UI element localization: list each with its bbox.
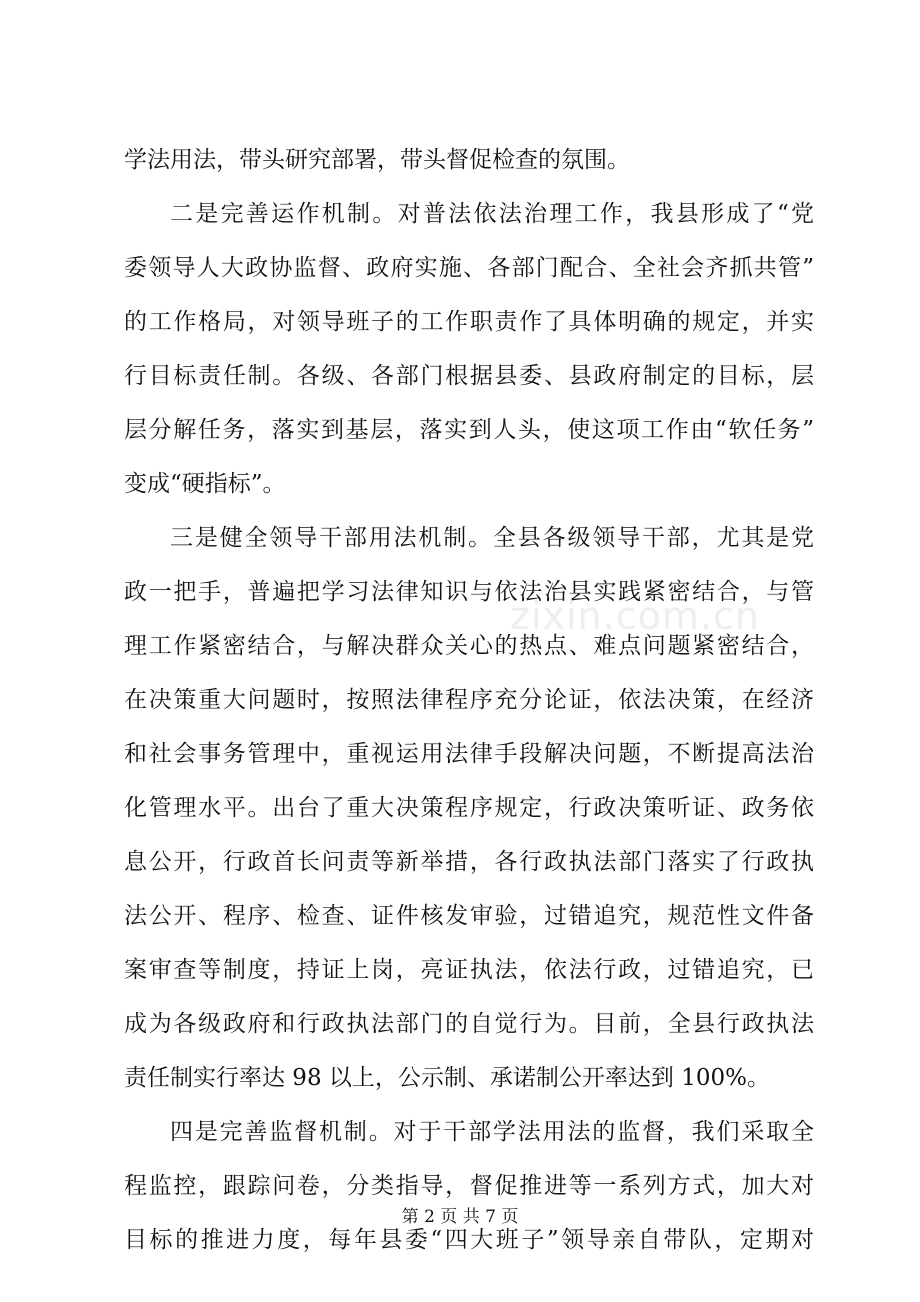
text-line: 委领导人大政协监督、政府实施、各部门配合、全社会齐抓共管”: [124, 255, 814, 281]
text-line: 变成“硬指标”。: [124, 471, 286, 497]
text-line: 成为各级政府和行政执法部门的自觉行为。目前，全县行政执法: [124, 1011, 814, 1037]
document-body: [124, 146, 814, 1280]
paragraph-start-line: 四是完善监督机制。对于干部学法用法的监督，我们采取全: [170, 1119, 814, 1145]
text-line: 理工作紧密结合，与解决群众关心的热点、难点问题紧密结合，: [124, 633, 814, 659]
text-line: 责任制实行率达 98 以上，公示制、承诺制公开率达到 100%。: [124, 1065, 770, 1091]
text-line: 息公开，行政首长问责等新举措，各行政执法部门落实了行政执: [124, 849, 814, 875]
text-line: 政一把手，普遍把学习法律知识与依法治县实践紧密结合，与管: [124, 579, 814, 605]
watermark: zixin.com.cn: [510, 594, 760, 638]
paragraph-start-line: 三是健全领导干部用法机制。全县各级领导干部，尤其是党: [170, 525, 814, 551]
text-line: 在决策重大问题时，按照法律程序充分论证，依法决策，在经济: [124, 687, 814, 713]
text-line: 行目标责任制。各级、各部门根据县委、县政府制定的目标，层: [124, 363, 814, 389]
text-line: 化管理水平。出台了重大决策程序规定，行政决策听证、政务依: [124, 795, 814, 821]
paragraph-start-line: 二是完善运作机制。对普法依法治理工作，我县形成了“党: [170, 201, 814, 227]
text-line: 学法用法，带头研究部署，带头督促检查的氛围。: [124, 147, 630, 173]
text-line: 层分解任务，落实到基层，落实到人头，使这项工作由“软任务”: [124, 417, 814, 443]
text-line: 的工作格局，对领导班子的工作职责作了具体明确的规定，并实: [124, 309, 814, 335]
text-line: 法公开、程序、检查、证件核发审验，过错追究，规范性文件备: [124, 903, 814, 929]
text-line: 和社会事务管理中，重视运用法律手段解决问题，不断提高法治: [124, 741, 814, 767]
page-number-footer: 第 2 页 共 7 页: [401, 1207, 519, 1227]
text-line: 程监控，跟踪问卷，分类指导，督促推进等一系列方式，加大对: [124, 1173, 814, 1199]
text-line: 案审查等制度，持证上岗，亮证执法，依法行政，过错追究，已: [124, 957, 814, 983]
text-line: 目标的推进力度，每年县委“四大班子”领导亲自带队，定期对: [124, 1227, 814, 1253]
